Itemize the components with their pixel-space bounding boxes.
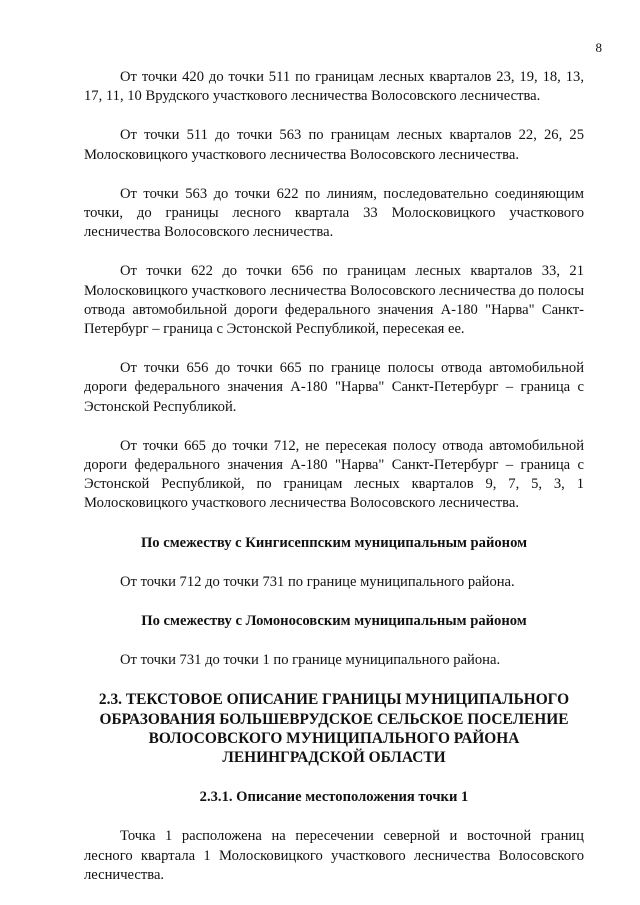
paragraph-563-622: От точки 563 до точки 622 по линиям, последовательно соединяющим точки, до границы лесного квартала 33 Молосковицкого участкового лесничества Волосовского лесничества. [84,185,584,241]
paragraph-622-656: От точки 622 до точки 656 по границам лесных кварталов 33, 21 Молосковицкого участкового лесничества Волосовского лесничества до полосы отвода автомобильной дороги федерального значения А-180 "Нарва" Санкт-Петербург – граница с Эстонской Республикой, пересекая ее. [84,263,584,338]
paragraph-712-731: От точки 712 до точки 731 по границе муниципального района. [120,573,515,590]
heading-lomonosov-border: По смежеству с Ломоносовским муниципальным районом [141,613,527,630]
paragraph-511-563: От точки 511 до точки 563 по границам лесных кварталов 22, 26, 25 Молосковицкого участкового лесничества Волосовского лесничества. [84,127,584,163]
paragraph-731-1: От точки 731 до точки 1 по границе муниципального района. [120,652,501,669]
paragraph-point-1: Точка 1 расположена на пересечении северной и восточной границ лесного квартала 1 Молосковицкого участкового лесничества Волосовского лесничества. [84,828,584,883]
heading-kingisepp-border: По смежеству с Кингисеппским муниципальным районом [140,534,528,551]
section-title-2-3: 2.3. ТЕКСТОВОЕ ОПИСАНИЕ ГРАНИЦЫ МУНИЦИПАЛЬНОГО ОБРАЗОВАНИЯ БОЛЬШЕВРУДСКОЕ СЕЛЬСКОЕ ПОСЕЛЕНИЕ ВОЛОСОВСКОГО МУНИЦИПАЛЬНОГО РАЙОНА ЛЕНИНГРАДСКОЙ ОБЛАСТИ [98,691,570,767]
paragraph-665-712: От точки 665 до точки 712, не пересекая полосу отвода автомобильной дороги федерального значения А-180 "Нарва" Санкт-Петербург – граница с Эстонской Республикой, по границам лесных кварталов 9, 7, 5, 3, 1 Молосковицкого участкового лесничества Волосовского лесничества. [84,437,584,512]
document-body [84,68,584,905]
paragraph-420-511: От точки 420 до точки 511 по границам лесных кварталов 23, 19, 18, 13, 17, 11, 10 Врудского участкового лесничества Волосовского лесничества. [84,69,584,105]
page-number: 8 [595,40,602,55]
paragraph-656-665: От точки 656 до точки 665 по границе полосы отвода автомобильной дороги федерального значения А-180 "Нарва" Санкт-Петербург – граница с Эстонской Республикой. [84,360,584,415]
subsection-title-2-3-1: 2.3.1. Описание местоположения точки 1 [199,789,469,806]
